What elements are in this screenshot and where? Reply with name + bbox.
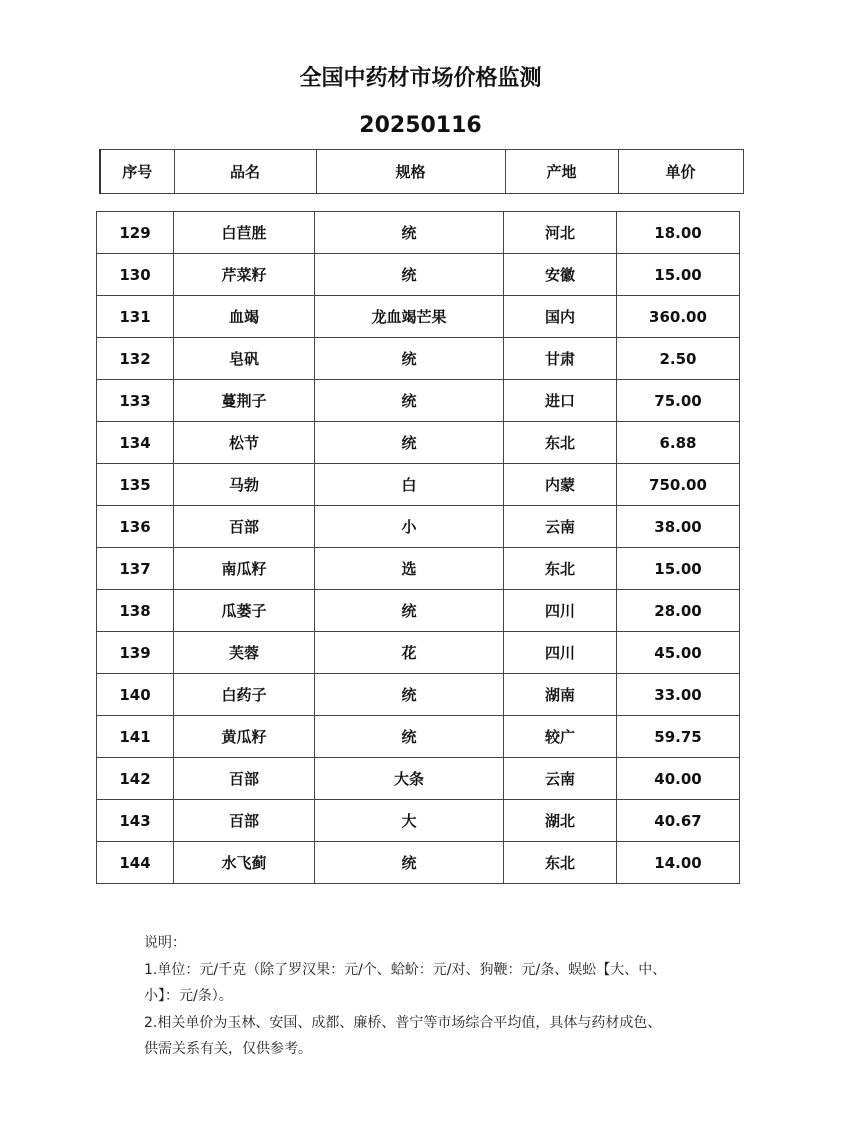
notes-line-2a: 2.相关单价为玉林、安国、成都、廉桥、普宁等市场综合平均值，具体与药材成色、: [144, 1014, 662, 1031]
cell-spec: 统: [315, 674, 504, 716]
table-row: [97, 296, 740, 338]
cell-origin: 东北: [504, 842, 617, 884]
cell-price: 2.50: [617, 338, 740, 380]
cell-name: 百部: [174, 800, 315, 842]
cell-price: 75.00: [617, 380, 740, 422]
header-no: 序号: [100, 150, 174, 194]
header-spec: 规格: [316, 150, 505, 194]
notes-line-2b: 供需关系有关，仅供参考。: [144, 1041, 312, 1057]
page-title: 全国中药材市场价格监测: [299, 66, 542, 91]
header-name: 品名: [174, 150, 316, 194]
cell-price: 38.00: [617, 506, 740, 548]
cell-name: 芙蓉: [174, 632, 315, 674]
cell-spec: 统: [315, 380, 504, 422]
cell-name: 血竭: [174, 296, 315, 338]
cell-no: 130: [97, 254, 174, 296]
table-row: [97, 380, 740, 422]
cell-origin: 湖南: [504, 674, 617, 716]
cell-name: 白苣胜: [174, 212, 315, 254]
cell-price: 45.00: [617, 632, 740, 674]
cell-spec: 统: [315, 590, 504, 632]
cell-no: 140: [97, 674, 174, 716]
table-row: [97, 758, 740, 800]
cell-origin: 甘肃: [504, 338, 617, 380]
cell-spec: 大: [315, 800, 504, 842]
table-row: [97, 464, 740, 506]
cell-spec: 统: [315, 338, 504, 380]
notes-section: [144, 930, 704, 1063]
cell-spec: 花: [315, 632, 504, 674]
cell-no: 143: [97, 800, 174, 842]
cell-spec: 统: [315, 422, 504, 464]
table-row: [97, 212, 740, 254]
cell-origin: 云南: [504, 506, 617, 548]
cell-no: 136: [97, 506, 174, 548]
table-row: [97, 674, 740, 716]
cell-spec: 统: [315, 254, 504, 296]
cell-price: 750.00: [617, 464, 740, 506]
cell-spec: 统: [315, 716, 504, 758]
table-row: [97, 632, 740, 674]
cell-no: 129: [97, 212, 174, 254]
cell-origin: 国内: [504, 296, 617, 338]
cell-name: 百部: [174, 506, 315, 548]
cell-origin: 湖北: [504, 800, 617, 842]
cell-spec: 统: [315, 842, 504, 884]
cell-origin: 安徽: [504, 254, 617, 296]
header-row: [100, 150, 743, 194]
cell-name: 南瓜籽: [174, 548, 315, 590]
cell-no: 137: [97, 548, 174, 590]
notes-line-1a: 1.单位：元/千克（除了罗汉果：元/个、蛤蚧：元/对、狗鞭：元/条、蜈蚣【大、中、: [144, 961, 667, 978]
cell-price: 360.00: [617, 296, 740, 338]
column-header-table: [99, 149, 744, 194]
cell-name: 皂矾: [174, 338, 315, 380]
table-row: [97, 716, 740, 758]
cell-spec: 统: [315, 212, 504, 254]
cell-no: 144: [97, 842, 174, 884]
cell-origin: 东北: [504, 422, 617, 464]
notes-line-1b: 小】：元/条）。: [144, 988, 233, 1004]
cell-name: 黄瓜籽: [174, 716, 315, 758]
cell-no: 139: [97, 632, 174, 674]
cell-name: 芹菜籽: [174, 254, 315, 296]
notes-heading: 说明：: [144, 935, 186, 951]
cell-price: 15.00: [617, 254, 740, 296]
price-table: [96, 211, 740, 884]
cell-name: 瓜蒌子: [174, 590, 315, 632]
cell-no: 131: [97, 296, 174, 338]
cell-no: 132: [97, 338, 174, 380]
cell-no: 142: [97, 758, 174, 800]
table-row: [97, 548, 740, 590]
cell-no: 135: [97, 464, 174, 506]
table-row: [97, 590, 740, 632]
cell-name: 水飞蓟: [174, 842, 315, 884]
cell-name: 松节: [174, 422, 315, 464]
cell-origin: 四川: [504, 590, 617, 632]
cell-spec: 大条: [315, 758, 504, 800]
cell-no: 133: [97, 380, 174, 422]
cell-price: 40.67: [617, 800, 740, 842]
cell-origin: 较广: [504, 716, 617, 758]
cell-price: 15.00: [617, 548, 740, 590]
cell-name: 百部: [174, 758, 315, 800]
cell-name: 白药子: [174, 674, 315, 716]
cell-spec: 龙血竭芒果: [315, 296, 504, 338]
table-row: [97, 422, 740, 464]
cell-price: 6.88: [617, 422, 740, 464]
cell-price: 14.00: [617, 842, 740, 884]
cell-spec: 白: [315, 464, 504, 506]
cell-origin: 内蒙: [504, 464, 617, 506]
cell-origin: 云南: [504, 758, 617, 800]
cell-price: 28.00: [617, 590, 740, 632]
cell-origin: 四川: [504, 632, 617, 674]
table-row: [97, 506, 740, 548]
table-row: [97, 842, 740, 884]
cell-origin: 进口: [504, 380, 617, 422]
cell-origin: 东北: [504, 548, 617, 590]
cell-spec: 选: [315, 548, 504, 590]
cell-origin: 河北: [504, 212, 617, 254]
cell-price: 59.75: [617, 716, 740, 758]
cell-no: 134: [97, 422, 174, 464]
cell-no: 138: [97, 590, 174, 632]
cell-price: 40.00: [617, 758, 740, 800]
table-row: [97, 254, 740, 296]
header-price: 单价: [618, 150, 743, 194]
cell-name: 马勃: [174, 464, 315, 506]
table-row: [97, 800, 740, 842]
header-origin: 产地: [505, 150, 618, 194]
cell-price: 18.00: [617, 212, 740, 254]
report-date: 20250116: [359, 113, 482, 138]
cell-spec: 小: [315, 506, 504, 548]
cell-price: 33.00: [617, 674, 740, 716]
cell-name: 蔓荆子: [174, 380, 315, 422]
table-row: [97, 338, 740, 380]
cell-no: 141: [97, 716, 174, 758]
